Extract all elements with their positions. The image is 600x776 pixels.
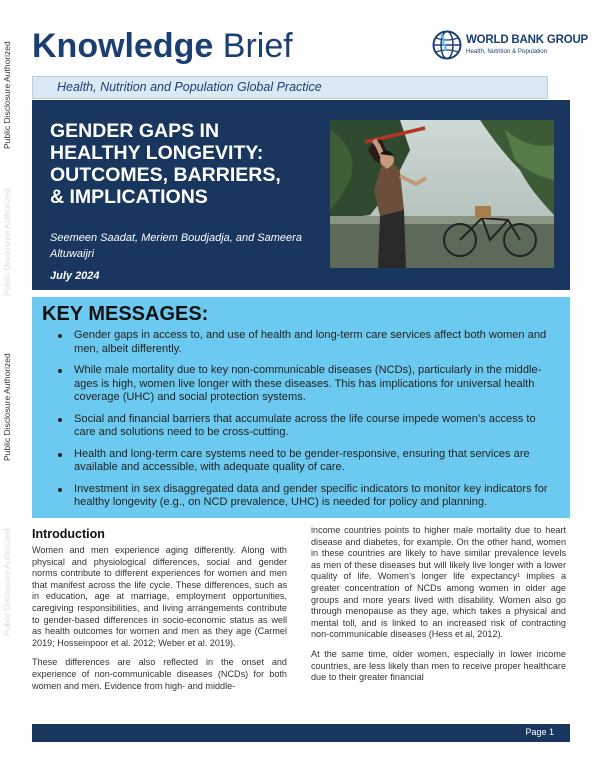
logo-name: WORLD BANK GROUP [466,34,589,46]
brief-title-line-2: HEALTHY LONGEVITY: [50,142,264,164]
paragraph: At the same time, older women, especially in lower income countries, are less likely than men to receive proper healthcare due to their greater financial [311,648,566,683]
key-message-item: Health and long-term care systems need to be gender-responsive, ensuring that services are available and accessible, with adequate quality of care. [54,448,554,475]
disclosure-stamp-4: Public Disclosure Authorized [2,528,12,637]
title-rest: Brief [213,27,293,65]
section-heading-introduction: Introduction [32,527,105,541]
key-messages-list [54,329,554,518]
brief-title-line-1: GENDER GAPS IN [50,120,220,142]
brief-title-line-4: & IMPLICATIONS [50,186,208,208]
authors: Seemeen Saadat, Meriem Boudjadja, and Sameera Altuwaijri [50,232,302,260]
cover-photo [330,120,554,268]
practice-banner [32,76,548,99]
document-title [32,27,293,66]
publication-date: July 2024 [50,270,100,282]
page-number: Page 1 [525,727,554,737]
paragraph: These differences are also reflected in the onset and experience of non-communicable diseases (NCDs) for both women and men. Evidence from high- and middle- [32,657,287,691]
key-messages-title: KEY MESSAGES: [42,303,209,325]
globe-icon [432,30,462,60]
key-message-item: Social and financial barriers that accumulate across the life course impede women’s access to care and solutions need to be cross-cutting. [54,413,554,440]
key-message-item: While male mortality due to key non-communicable diseases (NCDs), particularly in the middle-ages is high, women live longer with these diseases. This has implications for universal health coverage (UHC) and social protection systems. [54,364,554,405]
practice-label: Health, Nutrition and Population Global Practice [57,80,322,94]
key-message-item: Investment in sex disaggregated data and gender specific indicators to monitor key indicators for healthy longevity (e.g., on NCD prevalence, UHC) is needed for policy and planning. [54,483,554,510]
body-column-right [311,525,566,692]
page-footer [32,724,570,742]
brief-title-line-3: OUTCOMES, BARRIERS, [50,164,281,186]
hero-banner [32,100,570,290]
paragraph: Women and men experience aging differently. Along with physical and physiological differences, social and gender norms contribute to different experiences for women and men that manifest across the life cycle. These differences, such as in education, age at marriage, employment opportunities, caregiving responsibilities, and living arrangements contribute to gender-based differences in socio-economic status as well as health outcomes for women and men as they age (Carmel 2019; Hosseinpoor et al. 2012; Weber et al. 2019). [32,545,287,648]
paragraph: income countries points to higher male mortality due to heart disease and diabetes, for example. On the other hand, women in these countries are likely to have similar prevalence levels as men of these diseases but will likely live longer with a lower quality of life. Women’s longer life expectancy¹ implies a greater concentration of NCDs among women in older age groups and more years lived with disability. Women also go through menopause as they age, which takes a physical and mental toll, and is linked to an increased risk of contracting non-communicable diseases (Hess et al, 2012). [311,525,566,640]
brief-title [50,120,320,208]
title-bold: Knowledge [32,27,214,65]
world-bank-logo [432,30,589,64]
disclosure-stamp-3: Public Disclosure Authorized [2,353,12,462]
key-messages-box [32,297,570,518]
key-message-item: Gender gaps in access to, and use of health and long-term care services affect both women and men, albeit differently. [54,329,554,356]
disclosure-stamp-2: Public Disclosure Authorized [2,188,12,297]
body-column-left [32,525,287,700]
disclosure-stamp-1: Public Disclosure Authorized [2,41,12,149]
logo-subtitle: Health, Nutrition & Population [466,48,548,55]
